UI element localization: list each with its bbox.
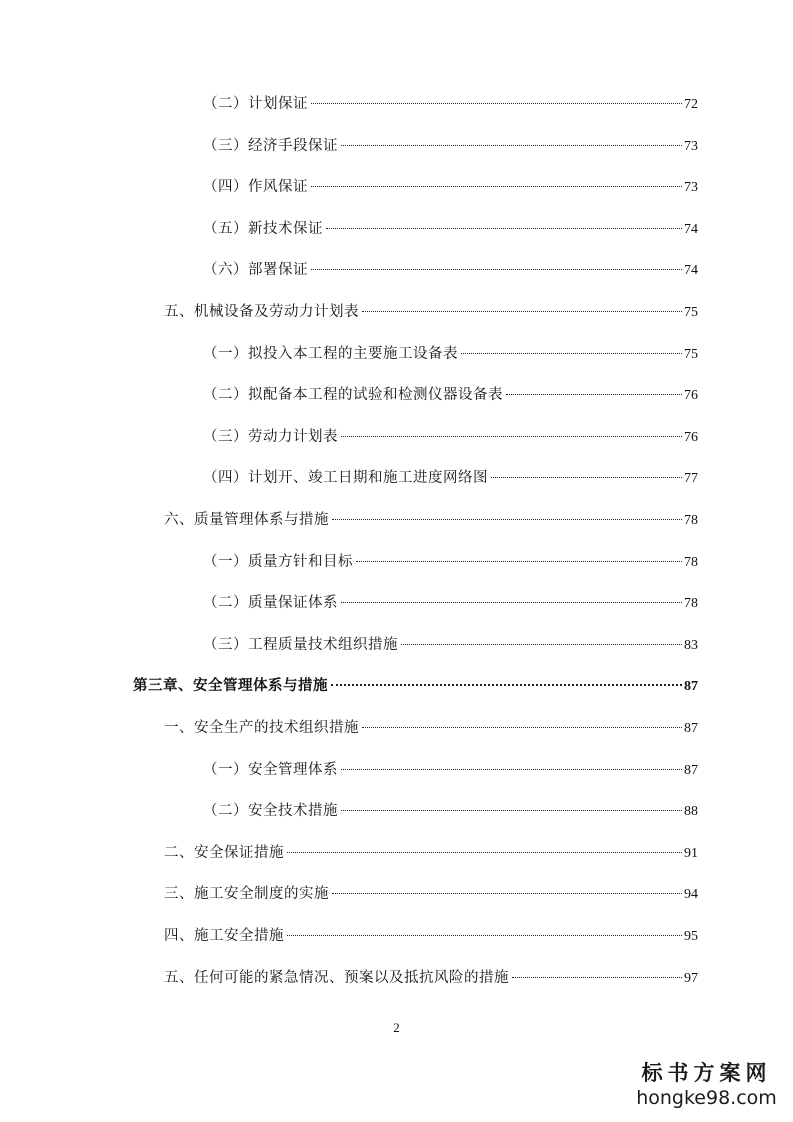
- toc-entry-title: （四）作风保证: [203, 179, 308, 195]
- toc-entry[interactable]: [164, 924, 698, 948]
- toc-entry[interactable]: [203, 342, 698, 366]
- toc-dot-leader: [356, 561, 682, 562]
- toc-dot-leader: [491, 477, 682, 478]
- toc-entry-page: 73: [684, 180, 698, 195]
- toc-entry[interactable]: [203, 134, 698, 158]
- toc-entry-title: 五、任何可能的紧急情况、预案以及抵抗风险的措施: [164, 970, 509, 986]
- toc-entry-page: 72: [684, 97, 698, 112]
- watermark-logo: [634, 1060, 779, 1110]
- toc-entry[interactable]: [203, 217, 698, 241]
- toc-dot-leader: [287, 852, 682, 853]
- toc-entry[interactable]: [203, 383, 698, 407]
- toc-entry-title: （一）安全管理体系: [203, 762, 338, 778]
- toc-dot-leader: [332, 519, 682, 520]
- toc-dot-leader: [362, 727, 682, 728]
- toc-dot-leader: [506, 394, 682, 395]
- toc-dot-leader: [461, 353, 682, 354]
- toc-entry-page: 87: [684, 679, 698, 694]
- toc-entry[interactable]: [164, 508, 698, 532]
- toc-entry-title: 四、施工安全措施: [164, 928, 284, 944]
- toc-dot-leader: [311, 103, 682, 104]
- toc-entry-title: 五、机械设备及劳动力计划表: [164, 304, 359, 320]
- toc-dot-leader: [287, 935, 682, 936]
- toc-entry-page: 78: [684, 555, 698, 570]
- toc-dot-leader: [401, 644, 682, 645]
- toc-entry-title: （三）工程质量技术组织措施: [203, 637, 398, 653]
- toc-entry-title: （五）新技术保证: [203, 221, 323, 237]
- toc-entry-page: 75: [684, 305, 698, 320]
- toc-dot-leader: [332, 893, 682, 894]
- toc-dot-leader: [311, 186, 682, 187]
- watermark-brand-text: 标书方案网: [641, 1060, 772, 1085]
- toc-entry[interactable]: [203, 92, 698, 116]
- toc-entry-page: 78: [684, 596, 698, 611]
- toc-entry-page: 74: [684, 222, 698, 237]
- toc-entry[interactable]: [203, 758, 698, 782]
- toc-dot-leader: [341, 810, 682, 811]
- toc-dot-leader: [326, 228, 682, 229]
- toc-entry-title: （六）部署保证: [203, 262, 308, 278]
- toc-entry-title: 一、安全生产的技术组织措施: [164, 720, 359, 736]
- toc-entry[interactable]: [164, 300, 698, 324]
- toc-dot-leader: [331, 684, 682, 686]
- toc-entry-page: 87: [684, 721, 698, 736]
- toc-entry-page: 95: [684, 929, 698, 944]
- toc-entry-title: （二）计划保证: [203, 96, 308, 112]
- toc-entry-title: 三、施工安全制度的实施: [164, 886, 329, 902]
- toc-entry-page: 76: [684, 388, 698, 403]
- toc-entry-page: 88: [684, 804, 698, 819]
- toc-entry-title: （三）劳动力计划表: [203, 429, 338, 445]
- toc-entry-page: 75: [684, 347, 698, 362]
- toc-entry-page: 73: [684, 139, 698, 154]
- toc-entry-title: （二）拟配备本工程的试验和检测仪器设备表: [203, 387, 503, 403]
- toc-entry-title: （二）安全技术措施: [203, 803, 338, 819]
- toc-entry-page: 94: [684, 887, 698, 902]
- toc-dot-leader: [341, 769, 682, 770]
- watermark-url-text: hongke98.com: [636, 1087, 777, 1109]
- toc-entry-title: 二、安全保证措施: [164, 845, 284, 861]
- toc-entry-title: （二）质量保证体系: [203, 595, 338, 611]
- toc-entry-title: （一）质量方针和目标: [203, 554, 353, 570]
- toc-entry-page: 76: [684, 430, 698, 445]
- toc-entry-title: 六、质量管理体系与措施: [164, 512, 329, 528]
- toc-entry[interactable]: [203, 633, 698, 657]
- toc-dot-leader: [311, 269, 682, 270]
- toc-entry-title: （四）计划开、竣工日期和施工进度网络图: [203, 470, 488, 486]
- toc-entry-title: （一）拟投入本工程的主要施工设备表: [203, 346, 458, 362]
- toc-dot-leader: [341, 436, 682, 437]
- toc-entry[interactable]: [164, 882, 698, 906]
- toc-entry[interactable]: [203, 550, 698, 574]
- toc-entry[interactable]: [203, 175, 698, 199]
- toc-entry[interactable]: [164, 966, 698, 990]
- page-number: 2: [393, 1020, 400, 1035]
- toc-entry[interactable]: [203, 466, 698, 490]
- toc-entry-page: 74: [684, 263, 698, 278]
- toc-dot-leader: [341, 602, 682, 603]
- toc-entry-page: 91: [684, 846, 698, 861]
- toc-entry-page: 78: [684, 513, 698, 528]
- toc-entry[interactable]: [203, 258, 698, 282]
- toc-dot-leader: [341, 145, 682, 146]
- toc-dot-leader: [362, 311, 682, 312]
- toc-entry-page: 83: [684, 638, 698, 653]
- toc-entry-title: （三）经济手段保证: [203, 138, 338, 154]
- toc-entry[interactable]: [203, 799, 698, 823]
- toc-entry[interactable]: [164, 841, 698, 865]
- toc-entry[interactable]: [164, 716, 698, 740]
- toc-dot-leader: [512, 977, 682, 978]
- toc-entry[interactable]: [133, 674, 698, 698]
- toc-entry[interactable]: [203, 591, 698, 615]
- toc-entry[interactable]: [203, 425, 698, 449]
- toc-entry-page: 97: [684, 971, 698, 986]
- toc-entry-title: 第三章、安全管理体系与措施: [133, 677, 328, 694]
- toc-entry-page: 87: [684, 763, 698, 778]
- toc-entry-page: 77: [684, 471, 698, 486]
